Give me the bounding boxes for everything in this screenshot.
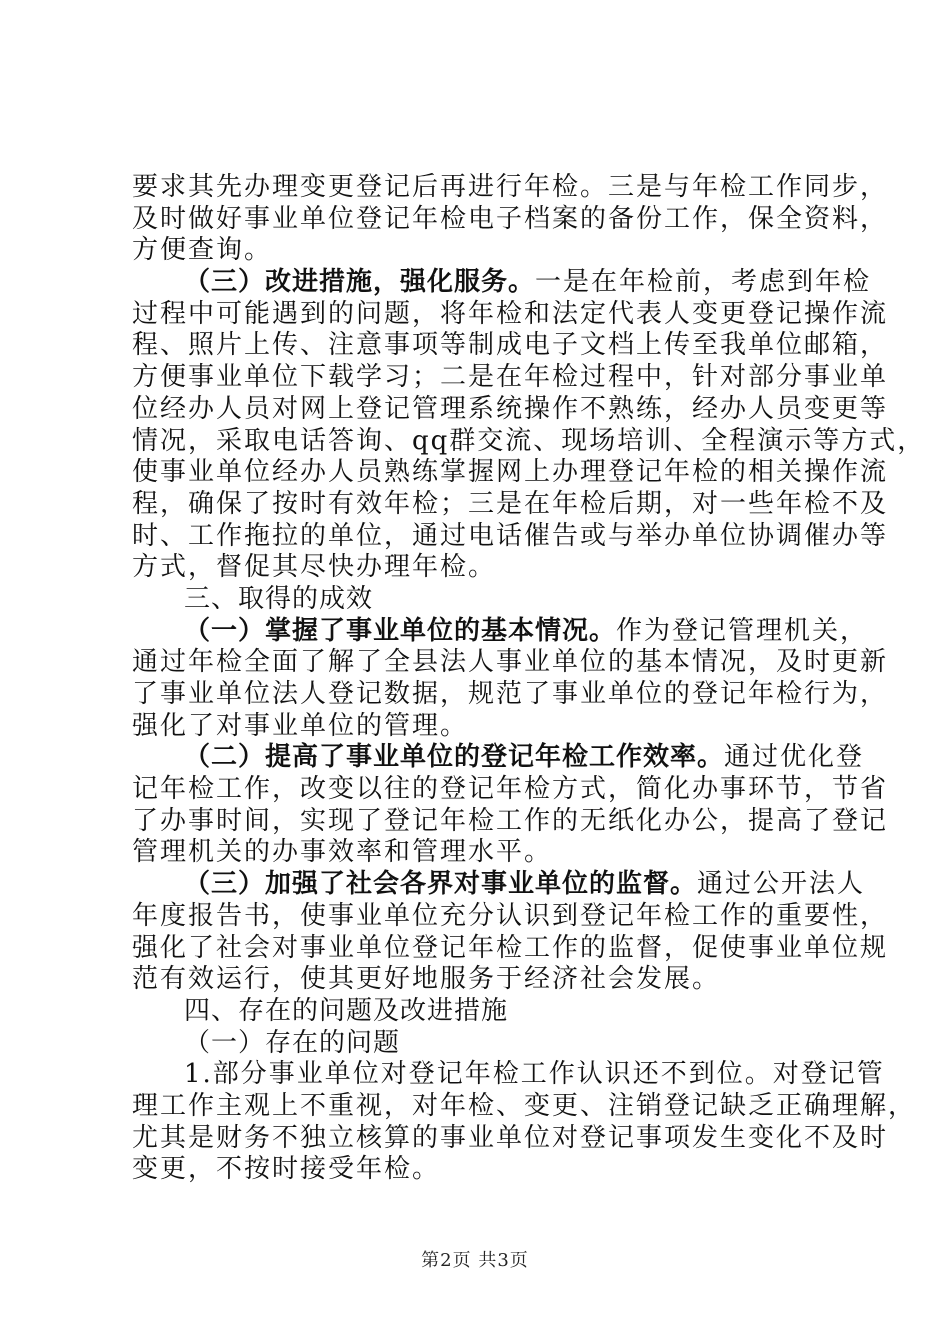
paragraph-text: 一是在年检前，考虑到年检 <box>535 267 872 298</box>
text-line: 方式，督促其尽快办理年检。 <box>132 552 497 583</box>
text-line: 方便事业单位下载学习；二是在年检过程中，针对部分事业单 <box>132 362 889 393</box>
text-line: 记年检工作，改变以往的登记年检方式，简化办事环节，节省 <box>132 774 889 805</box>
paragraph-first-line <box>132 615 869 648</box>
text-line: 位经办人员对网上登记管理系统操作不熟练，经办人员变更等 <box>132 393 889 424</box>
section-heading: 四、存在的问题及改进措施 <box>184 995 509 1026</box>
text-line: 了事业单位法人登记数据，规范了事业单位的登记年检行为， <box>132 679 889 709</box>
text-line: 及时做好事业单位登记年检电子档案的备份工作，保全资料， <box>132 203 889 234</box>
paragraph-text: 通过优化登 <box>724 742 865 773</box>
paragraph-first-line <box>132 742 865 774</box>
text-line: 理工作主观上不重视，对年检、变更、注销登记缺乏正确理解， <box>132 1090 917 1121</box>
text-line: 使事业单位经办人员熟练掌握网上办理登记年检的相关操作流 <box>132 457 889 488</box>
text-line: 1.部分事业单位对登记年检工作认识还不到位。对登记管 <box>184 1059 885 1090</box>
text-line: 程，确保了按时有效年检；三是在年检后期，对一些年检不及 <box>132 488 889 519</box>
page-footer: 第2页 共3页 <box>421 1250 529 1271</box>
text-line: 通过年检全面了解了全县法人事业单位的基本情况，及时更新 <box>132 647 889 678</box>
text-line: 强化了社会对事业单位登记年检工作的监督，促使事业单位规 <box>132 932 889 963</box>
text-line: 方便查询。 <box>132 235 273 266</box>
paragraph-text: 作为登记管理机关， <box>616 615 869 646</box>
text-line: 程、照片上传、注意事项等制成电子文档上传至我单位邮箱， <box>132 330 889 361</box>
paragraph-heading: （二）提高了事业单位的登记年检工作效率。 <box>184 742 725 773</box>
text-line: 范有效运行，使其更好地服务于经济社会发展。 <box>132 964 721 995</box>
text-line: 情况，采取电话答询、qq群交流、现场培训、全程演示等方式， <box>132 425 926 456</box>
paragraph-text: 通过公开法人 <box>697 869 866 900</box>
section-heading: 三、取得的成效 <box>184 583 374 614</box>
text-line: 管理机关的办事效率和管理水平。 <box>132 837 553 868</box>
text-line: 变更，不按时接受年检。 <box>132 1154 441 1185</box>
paragraph-heading: （三）加强了社会各界对事业单位的监督。 <box>184 869 698 900</box>
text-line: 要求其先办理变更登记后再进行年检。三是与年检工作同步， <box>132 172 889 202</box>
text-line: 强化了对事业单位的管理。 <box>132 710 469 741</box>
paragraph-first-line <box>132 869 866 901</box>
text-line: 了办事时间，实现了登记年检工作的无纸化办公，提高了登记 <box>132 805 889 836</box>
text-line: 年度报告书，使事业单位充分认识到登记年检工作的重要性， <box>132 900 889 931</box>
text-line: 尤其是财务不独立核算的事业单位对登记事项发生变化不及时 <box>132 1122 889 1153</box>
paragraph-heading: （一）掌握了事业单位的基本情况。 <box>184 615 617 646</box>
text-line: 时、工作拖拉的单位，通过电话催告或与举办单位协调催办等 <box>132 520 889 551</box>
text-line: 过程中可能遇到的问题，将年检和法定代表人变更登记操作流 <box>132 298 889 329</box>
paragraph-first-line <box>132 267 872 299</box>
document-body <box>132 172 926 1186</box>
paragraph-heading: （三）改进措施，强化服务。 <box>184 267 536 298</box>
subsection-heading: （一）存在的问题 <box>184 1027 401 1058</box>
